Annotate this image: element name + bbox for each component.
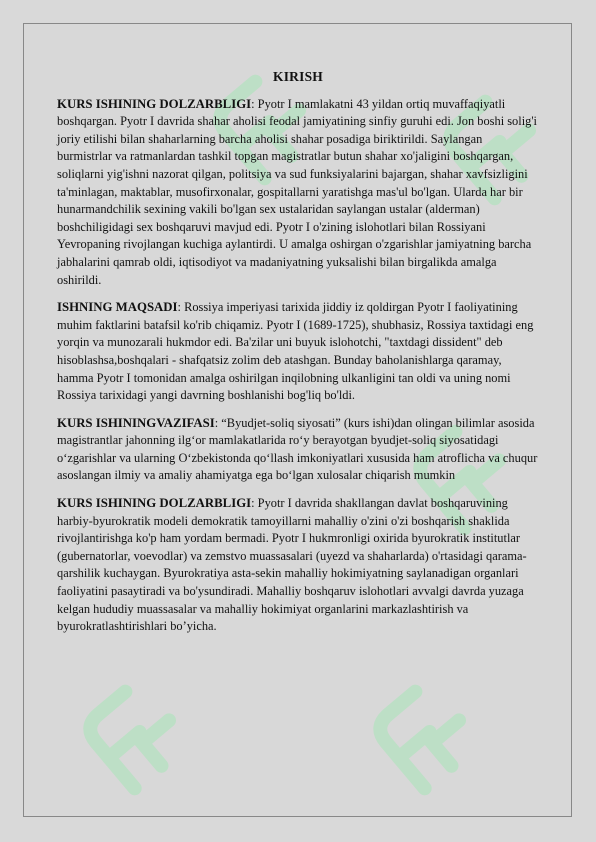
- section-heading: KURS ISHINING DOLZARBLIGI: [57, 96, 252, 111]
- document-page: [23, 23, 572, 817]
- section-text: : Rossiya imperiyasi tarixida jiddiy iz qoldirgan Pyotr I faoliyatining muhim faktlarini batafsil ko'rib chiqamiz. Pyotr I (1689-1725), shubhasiz, Rossiya taxtidagi eng yorqin va munozarali hukmdor edi. Ba'zilar uni buyuk islohotchi, "taxtdagi dissident" deb hisoblashsa,boshqalari - shafqatsiz zolim deb atashgan. Bunday baholanishlarga qaramay, hamma Pyotr I tomonidan amalga oshirilgan inqilobning ulkanligini tan oldi va uning nomi Rossiya tarixidagi yangi davrning boshlanishi bog'liq bo'ldi.: [57, 300, 534, 403]
- section-heading: ISHNING MAQSADI: [57, 300, 178, 315]
- section-text: : Pyotr I mamlakatni 43 yildan ortiq muvaffaqiyatli boshqargan. Pyotr I davrida shahar aholisi feodal jamiyatining sinfiy guruhi edi. Jon boshi solig'i joriy etilishi bilan shaharlarning barcha aholisi shahar posadiga biriktirildi. Saylangan burmistrlar va ratmanlardan tashkil topgan magistratlar butun shahar xo'jaligini boshqargan, soliqlarni yig'ishni nazorat qilgan, politsiya va sud funksiyalarini bajargan, shahar xavfsizligini ta'minlagan, maktablar, musofirxonalar, gospitallarni yaratishga mas'ul bo'lgan. Ularda har bir hunarmandchilik sexining vakili bo'lgan sex ustalaridan saylangan ustalar (alderman) boshchiligidagi sex boshqaruvi mavjud edi. Pyotr I o'zining islohotlari bilan Rossiyani Yevropaning rivojlangan kuchiga aylantirdi. U amalga oshirgan o'zgarishlar jamiyatning barcha jabhalarini qamrab oldi, iqtisodiyot va madaniyatning yuksalishi bilan birgalikda amalga oshirildi.: [57, 96, 538, 287]
- section-text: : Pyotr I davrida shakllangan davlat boshqaruvining harbiy-byurokratik modeli demokratik tamoyillarni mahalliy o'zini o'zi boshqarish shaklida rivojlantirishga ko'p ham yordam bermadi. Pyotr I hukmronligi oxirida byurokratik institutlar (gubernatorlar, voevodlar) va zemstvo muassasalari (uyezd va shaharlarda) o'rtasidagi qarama-qarshilik kuchaygan. Byurokratiya asta-sekin mahalliy hokimiyatning saylanadigan organlari faoliyatini pasaytiradi va bo'ysundiradi. Mahalliy boshqaruv islohotlari avvalgi davrda yuzaga kelgan hududiy muassasalar va mahalliy hokimiyat organlarini markazlashtirish va byurokratlashtirishlari bo’yicha.: [57, 496, 527, 634]
- section-purpose: [57, 299, 539, 405]
- section-heading: KURS ISHINING DOLZARBLIGI: [57, 496, 252, 511]
- watermark-logo-icon: [354, 664, 504, 814]
- section-tasks: [57, 415, 539, 485]
- section-relevance: [57, 96, 539, 290]
- section-text: : “Byudjet-soliq siyosati” (kurs ishi)dan olingan bilimlar asosida magistrantlar jahonning ilg‘or mamlakatlarida ro‘y berayotgan byudjet-soliq siyosatidagi o‘zgarishlar va ularning O‘zbekistonda qo‘llash imkoniyatlari xususida ham atroflicha va chuqur asoslangan ilmiy va amaliy ahamiyatga ega bo‘lgan xulosalar chiqarish mumkin: [57, 415, 538, 483]
- page-title: KIRISH: [273, 69, 323, 84]
- section-heading: KURS ISHININGVAZIFASI: [57, 415, 215, 430]
- watermark-logo-icon: [64, 664, 214, 814]
- section-relevance-2: [57, 495, 539, 636]
- document-body: [57, 68, 539, 646]
